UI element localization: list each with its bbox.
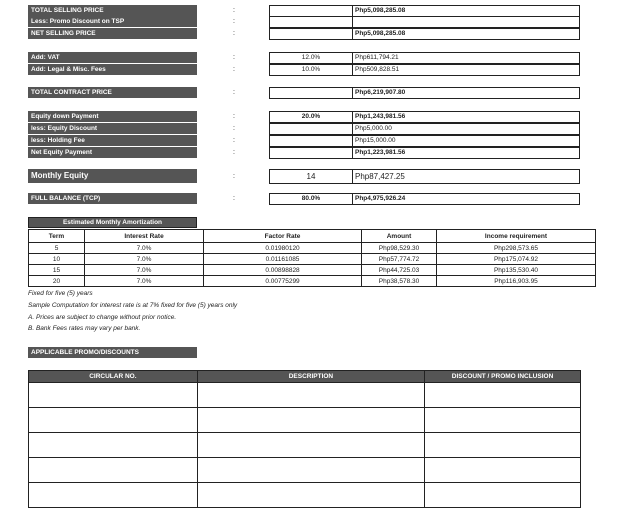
summary-rate-cell: 20.0% (269, 111, 353, 123)
summary-rate-cell (269, 123, 353, 135)
amortization-cell: 0.00898828 (204, 265, 362, 276)
amortization-header: Factor Rate (204, 230, 362, 243)
promo-header: DESCRIPTION (197, 371, 424, 383)
summary-amount-cell: Php5,098,285.08 (352, 28, 580, 40)
promo-cell (197, 433, 424, 458)
promo-title: APPLICABLE PROMO/DISCOUNTS (28, 347, 197, 358)
amortization-cell: 7.0% (85, 276, 204, 287)
promo-row (29, 433, 581, 458)
amortization-cell: 0.01161085 (204, 254, 362, 265)
summary-colon: : (233, 149, 235, 156)
summary-label: Net Equity Payment (28, 147, 197, 158)
summary-colon: : (233, 137, 235, 144)
amortization-cell: Php44,725.03 (362, 265, 437, 276)
amortization-cell: Php116,903.95 (437, 276, 596, 287)
summary-colon: : (233, 195, 235, 202)
summary-amount-cell: Php611,794.21 (352, 52, 580, 64)
amortization-cell: 7.0% (85, 254, 204, 265)
amortization-row (29, 243, 596, 254)
promo-header: DISCOUNT / PROMO INCLUSION (425, 371, 581, 383)
amortization-header: Interest Rate (85, 230, 204, 243)
summary-label: FULL BALANCE (TCP) (28, 193, 197, 204)
summary-rate-cell (269, 87, 353, 99)
summary-label: TOTAL CONTRACT PRICE (28, 87, 197, 98)
amortization-row (29, 276, 596, 287)
amortization-cell: 10 (29, 254, 85, 265)
note-line: Sample Computation for interest rate is at 7% fixed for five (5) years only (28, 302, 238, 309)
amortization-cell: Php98,529.30 (362, 243, 437, 254)
amortization-cell: Php38,578.30 (362, 276, 437, 287)
summary-label: less: Equity Discount (28, 123, 197, 134)
summary-colon: : (233, 7, 235, 14)
promo-cell (197, 483, 424, 508)
amortization-cell: 7.0% (85, 265, 204, 276)
promo-cell (425, 458, 581, 483)
amortization-cell: Php298,573.65 (437, 243, 596, 254)
amortization-cell: 0.00775299 (204, 276, 362, 287)
promo-cell (29, 483, 198, 508)
amortization-cell: 7.0% (85, 243, 204, 254)
summary-amount-cell: Php1,223,981.56 (352, 147, 580, 159)
summary-colon: : (233, 30, 235, 37)
promo-row (29, 383, 581, 408)
amortization-row (29, 265, 596, 276)
summary-label: Equity down Payment (28, 111, 197, 122)
promo-cell (425, 433, 581, 458)
amortization-title: Estimated Monthly Amortization (28, 217, 197, 228)
summary-colon: : (233, 54, 235, 61)
promo-cell (29, 383, 198, 408)
summary-label: TOTAL SELLING PRICE (28, 5, 197, 16)
promo-cell (29, 458, 198, 483)
promo-cell (197, 408, 424, 433)
summary-amount-cell: Php5,098,285.08 (352, 5, 580, 17)
note-line: B. Bank Fees rates may vary per bank. (28, 325, 141, 332)
promo-cell (197, 458, 424, 483)
summary-colon: : (233, 89, 235, 96)
summary-rate-cell: 10.0% (269, 64, 353, 76)
summary-amount-cell (352, 16, 580, 28)
summary-amount-cell: Php5,000.00 (352, 123, 580, 135)
summary-amount-cell: Php87,427.25 (352, 169, 580, 184)
promo-cell (29, 408, 198, 433)
amortization-cell: Php175,074.92 (437, 254, 596, 265)
summary-amount-cell: Php1,243,981.56 (352, 111, 580, 123)
amortization-cell: 20 (29, 276, 85, 287)
promo-cell (29, 433, 198, 458)
amortization-cell: Php57,774.72 (362, 254, 437, 265)
summary-colon: : (233, 113, 235, 120)
summary-colon: : (233, 66, 235, 73)
amortization-header: Term (29, 230, 85, 243)
amortization-cell: 5 (29, 243, 85, 254)
summary-rate-cell (269, 28, 353, 40)
summary-label: Add: VAT (28, 52, 197, 63)
promo-header: CIRCULAR NO. (29, 371, 198, 383)
summary-rate-cell (269, 16, 353, 28)
note-line: A. Prices are subject to change without prior notice. (28, 314, 177, 321)
summary-label: less: Holding Fee (28, 135, 197, 146)
amortization-header: Income requirement (437, 230, 596, 243)
summary-amount-cell: Php6,219,907.80 (352, 87, 580, 99)
summary-colon: : (233, 173, 235, 180)
summary-rate-cell: 12.0% (269, 52, 353, 64)
summary-label: NET SELLING PRICE (28, 28, 197, 39)
amortization-cell: 15 (29, 265, 85, 276)
promo-row (29, 483, 581, 508)
promo-row (29, 458, 581, 483)
amortization-row (29, 254, 596, 265)
promo-cell (197, 383, 424, 408)
promo-cell (425, 383, 581, 408)
amortization-cell: Php135,530.40 (437, 265, 596, 276)
promo-cell (425, 408, 581, 433)
summary-colon: : (233, 125, 235, 132)
summary-rate-cell (269, 135, 353, 147)
amortization-table (28, 229, 596, 287)
summary-rate-cell (269, 147, 353, 159)
summary-amount-cell: Php509,828.51 (352, 64, 580, 76)
summary-amount-cell: Php4,975,926.24 (352, 193, 580, 205)
summary-label: Monthly Equity (28, 169, 197, 183)
amortization-cell: 0.01980120 (204, 243, 362, 254)
summary-amount-cell: Php15,000.00 (352, 135, 580, 147)
summary-colon: : (233, 18, 235, 25)
amortization-header: Amount (362, 230, 437, 243)
note-line: Fixed for five (5) years (28, 290, 93, 297)
summary-rate-cell: 14 (269, 169, 353, 184)
summary-rate-cell: 80.0% (269, 193, 353, 205)
promo-row (29, 408, 581, 433)
promo-table (28, 370, 581, 508)
promo-cell (425, 483, 581, 508)
summary-label: Add: Legal & Misc. Fees (28, 64, 197, 75)
summary-label: Less: Promo Discount on TSP (28, 16, 197, 27)
